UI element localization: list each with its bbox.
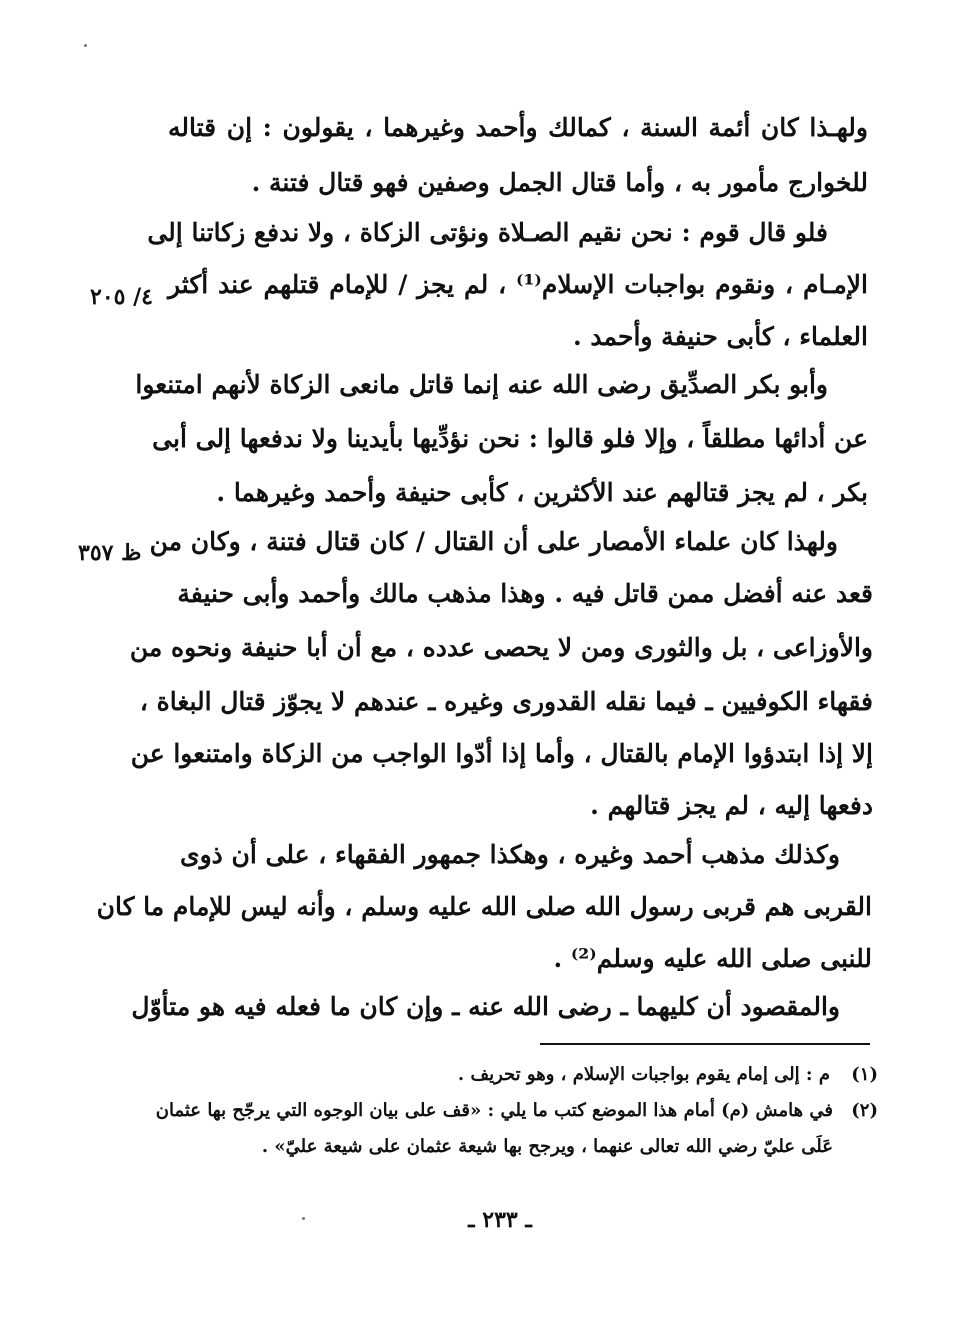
footnote-number: (١) xyxy=(851,1064,878,1085)
text-line: بكر ، لم يجز قتالهم عند الأكثرين ، كأبى حنيفة وأحمد وغيرهما . xyxy=(216,478,868,507)
footnote-text: م : إلى إمام يقوم بواجبات الإسلام ، وهو تحريف . xyxy=(457,1064,830,1085)
footnote-text: في هامش (م) أمام هذا الموضع كتب ما يلي : «قف على بيان الوجوه التي يرجّح بها عثمان xyxy=(155,1100,833,1121)
text-line: العلماء ، كأبى حنيفة وأحمد . xyxy=(573,322,868,351)
text-line: ولهذا كان علماء الأمصار على أن القتال / كان قتال فتنة ، وكان من xyxy=(149,527,838,556)
text-line: للخوارج مأمور به ، وأما قتال الجمل وصفين فهو قتال فتنة . xyxy=(251,168,868,197)
footnote-text: عَلَى عليّ رضي الله تعالى عنهما ، ويرجح بها شيعة عثمان على شيعة عليّ» . xyxy=(261,1136,833,1157)
text-line: عن أدائها مطلقاً ، وإلا فلو قالوا : نحن نؤدِّيها بأيدينا ولا ندفعها إلى أبى xyxy=(152,424,868,453)
footnote-number: (٢) xyxy=(851,1100,878,1121)
text-line: للنبى صلى الله عليه وسلم⁽²⁾ . xyxy=(553,944,872,973)
text-line: فلو قال قوم : نحن نقيم الصـلاة ونؤتى الزكاة ، ولا ندفع زكاتنا إلى xyxy=(147,218,828,247)
margin-reference: ٤/ ٢٠٥ xyxy=(90,284,153,310)
text-line: إلا إذا ابتدؤوا الإمام بالقتال ، وأما إذا أدّوا الواجب من الزكاة وامتنعوا عن xyxy=(130,739,873,768)
text-line: القربى هم قربى رسول الله صلى الله عليه وسلم ، وأنه ليس للإمام ما كان xyxy=(96,892,872,921)
text-line: ولهـذا كان أئمة السنة ، كمالك وأحمد وغيرهما ، يقولون : إن قتاله xyxy=(168,113,868,142)
text-line: قعد عنه أفضل ممن قاتل فيه . وهذا مذهب مالك وأحمد وأبى حنيفة xyxy=(177,579,873,608)
text-line: والأوزاعى ، بل والثورى ومن لا يحصى عدده ، مع أن أبا حنيفة ونحوه من xyxy=(129,633,873,662)
text-line: وأبو بكر الصدِّيق رضى الله عنه إنما قاتل مانعى الزكاة لأنهم امتنعوا xyxy=(135,370,828,399)
scan-speck xyxy=(302,1217,305,1220)
footnote-separator xyxy=(540,1043,870,1045)
text-line: فقهاء الكوفيين ـ فيما نقله القدورى وغيره ـ عندهم لا يجوّز قتال البغاة ، xyxy=(139,687,873,716)
text-line: والمقصود أن كليهما ـ رضى الله عنه ـ وإن كان ما فعله فيه هو متأوّل xyxy=(131,992,840,1021)
text-line: وكذلك مذهب أحمد وغيره ، وهكذا جمهور الفقهاء ، على أن ذوى xyxy=(180,840,840,869)
text-line: دفعها إليه ، لم يجز قتالهم . xyxy=(590,791,873,820)
margin-reference: ظ ٣٥٧ xyxy=(78,540,142,566)
page-number: ـ ٢٣٣ ـ xyxy=(468,1207,532,1233)
text-line: الإمـام ، ونقوم بواجبات الإسلام⁽¹⁾ ، لم يجز / للإمام قتلهم عند أكثر xyxy=(168,270,868,299)
scan-speck xyxy=(84,44,87,47)
